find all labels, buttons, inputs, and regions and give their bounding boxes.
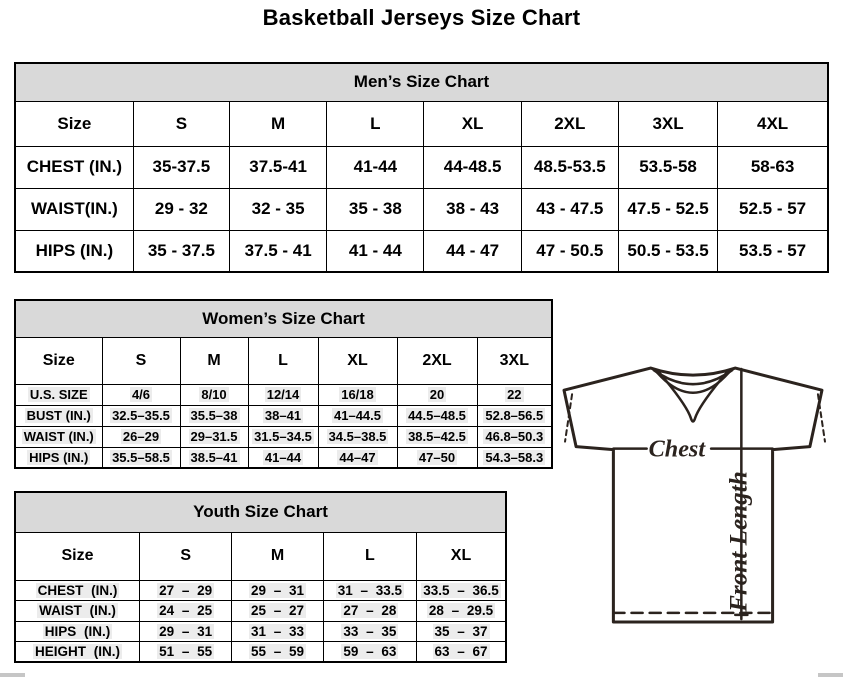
column-header: M xyxy=(232,532,323,580)
size-value: 48.5-53.5 xyxy=(521,146,618,188)
size-value: 25 – 27 xyxy=(232,601,323,622)
column-header: S xyxy=(133,101,229,146)
column-header: XL xyxy=(318,337,397,384)
mens-size-table xyxy=(14,62,829,273)
size-value: 29 – 31 xyxy=(139,621,231,642)
size-value: 52.5 - 57 xyxy=(718,188,828,230)
size-value: 53.5 - 57 xyxy=(718,230,828,272)
size-value: 41–44 xyxy=(248,447,318,468)
mens-chart-title: Men’s Size Chart xyxy=(15,63,828,101)
size-value: 41 - 44 xyxy=(327,230,424,272)
size-value: 35.5–58.5 xyxy=(102,447,180,468)
size-value: 44.5–48.5 xyxy=(397,405,477,426)
size-value: 26–29 xyxy=(102,426,180,447)
row-label: WAIST(IN.) xyxy=(15,188,133,230)
size-value: 35 - 38 xyxy=(327,188,424,230)
row-label: HIPS (IN.) xyxy=(15,447,102,468)
size-value: 38–41 xyxy=(248,405,318,426)
size-value: 38.5–41 xyxy=(180,447,248,468)
page-title: Basketball Jerseys Size Chart xyxy=(262,5,581,30)
size-value: 34.5–38.5 xyxy=(318,426,397,447)
column-header: 2XL xyxy=(521,101,618,146)
row-label: U.S. SIZE xyxy=(15,384,102,405)
size-value: 59 – 63 xyxy=(323,642,416,663)
size-value: 37.5 - 41 xyxy=(230,230,327,272)
column-header: XL xyxy=(424,101,521,146)
column-header: L xyxy=(327,101,424,146)
size-value: 29 – 31 xyxy=(232,580,323,601)
size-value: 28 – 29.5 xyxy=(417,601,506,622)
column-header: Size xyxy=(15,532,139,580)
size-value: 24 – 25 xyxy=(139,601,231,622)
size-value: 33 – 35 xyxy=(323,621,416,642)
row-label: BUST (IN.) xyxy=(15,405,102,426)
jersey-diagram xyxy=(562,361,828,627)
jersey-outline xyxy=(564,368,822,622)
size-value: 44–47 xyxy=(318,447,397,468)
size-value: 35 - 37.5 xyxy=(133,230,229,272)
size-value: 32 - 35 xyxy=(230,188,327,230)
size-value: 38 - 43 xyxy=(424,188,521,230)
womens-chart-title: Women’s Size Chart xyxy=(15,300,552,337)
size-value: 22 xyxy=(477,384,552,405)
horizontal-scrollbar-fragment-left[interactable] xyxy=(0,673,25,677)
row-label: WAIST (IN.) xyxy=(15,601,139,622)
column-header: M xyxy=(180,337,248,384)
column-header: XL xyxy=(417,532,506,580)
size-value: 58-63 xyxy=(718,146,828,188)
column-header: S xyxy=(102,337,180,384)
size-value: 8/10 xyxy=(180,384,248,405)
row-label: CHEST (IN.) xyxy=(15,580,139,601)
youth-chart-title: Youth Size Chart xyxy=(15,492,506,532)
size-value: 43 - 47.5 xyxy=(521,188,618,230)
column-header: 2XL xyxy=(397,337,477,384)
front-length-measure-label: Front Length xyxy=(725,471,753,612)
size-value: 46.8–50.3 xyxy=(477,426,552,447)
size-value: 53.5-58 xyxy=(618,146,717,188)
size-value: 41-44 xyxy=(327,146,424,188)
size-value: 27 – 29 xyxy=(139,580,231,601)
chest-measure-label: Chest xyxy=(648,435,706,463)
size-value: 31 – 33.5 xyxy=(323,580,416,601)
column-header: 3XL xyxy=(618,101,717,146)
size-value: 44-48.5 xyxy=(424,146,521,188)
size-value: 16/18 xyxy=(318,384,397,405)
size-value: 38.5–42.5 xyxy=(397,426,477,447)
size-value: 47 - 50.5 xyxy=(521,230,618,272)
column-header: S xyxy=(139,532,231,580)
size-value: 29 - 32 xyxy=(133,188,229,230)
size-value: 35 – 37 xyxy=(417,621,506,642)
row-label: WAIST (IN.) xyxy=(15,426,102,447)
size-value: 63 – 67 xyxy=(417,642,506,663)
size-value: 47–50 xyxy=(397,447,477,468)
column-header: 4XL xyxy=(718,101,828,146)
size-value: 20 xyxy=(397,384,477,405)
size-value: 41–44.5 xyxy=(318,405,397,426)
size-value: 54.3–58.3 xyxy=(477,447,552,468)
size-value: 33.5 – 36.5 xyxy=(417,580,506,601)
horizontal-scrollbar-fragment-right[interactable] xyxy=(818,673,843,677)
size-value: 29–31.5 xyxy=(180,426,248,447)
size-value: 51 – 55 xyxy=(139,642,231,663)
column-header: 3XL xyxy=(477,337,552,384)
size-value: 35.5–38 xyxy=(180,405,248,426)
size-value: 12/14 xyxy=(248,384,318,405)
youth-size-table xyxy=(14,491,507,663)
size-value: 4/6 xyxy=(102,384,180,405)
size-value: 37.5-41 xyxy=(230,146,327,188)
row-label: HEIGHT (IN.) xyxy=(15,642,139,663)
column-header: Size xyxy=(15,101,133,146)
column-header: L xyxy=(248,337,318,384)
column-header: L xyxy=(323,532,416,580)
column-header: M xyxy=(230,101,327,146)
size-value: 50.5 - 53.5 xyxy=(618,230,717,272)
size-value: 52.8–56.5 xyxy=(477,405,552,426)
size-value: 31.5–34.5 xyxy=(248,426,318,447)
row-label: HIPS (IN.) xyxy=(15,621,139,642)
column-header: Size xyxy=(15,337,102,384)
size-value: 55 – 59 xyxy=(232,642,323,663)
size-value: 31 – 33 xyxy=(232,621,323,642)
jersey-diagram-svg xyxy=(562,361,828,627)
row-label: HIPS (IN.) xyxy=(15,230,133,272)
size-value: 32.5–35.5 xyxy=(102,405,180,426)
size-value: 44 - 47 xyxy=(424,230,521,272)
size-value: 27 – 28 xyxy=(323,601,416,622)
row-label: CHEST (IN.) xyxy=(15,146,133,188)
size-value: 35-37.5 xyxy=(133,146,229,188)
womens-size-table xyxy=(14,299,553,469)
size-value: 47.5 - 52.5 xyxy=(618,188,717,230)
